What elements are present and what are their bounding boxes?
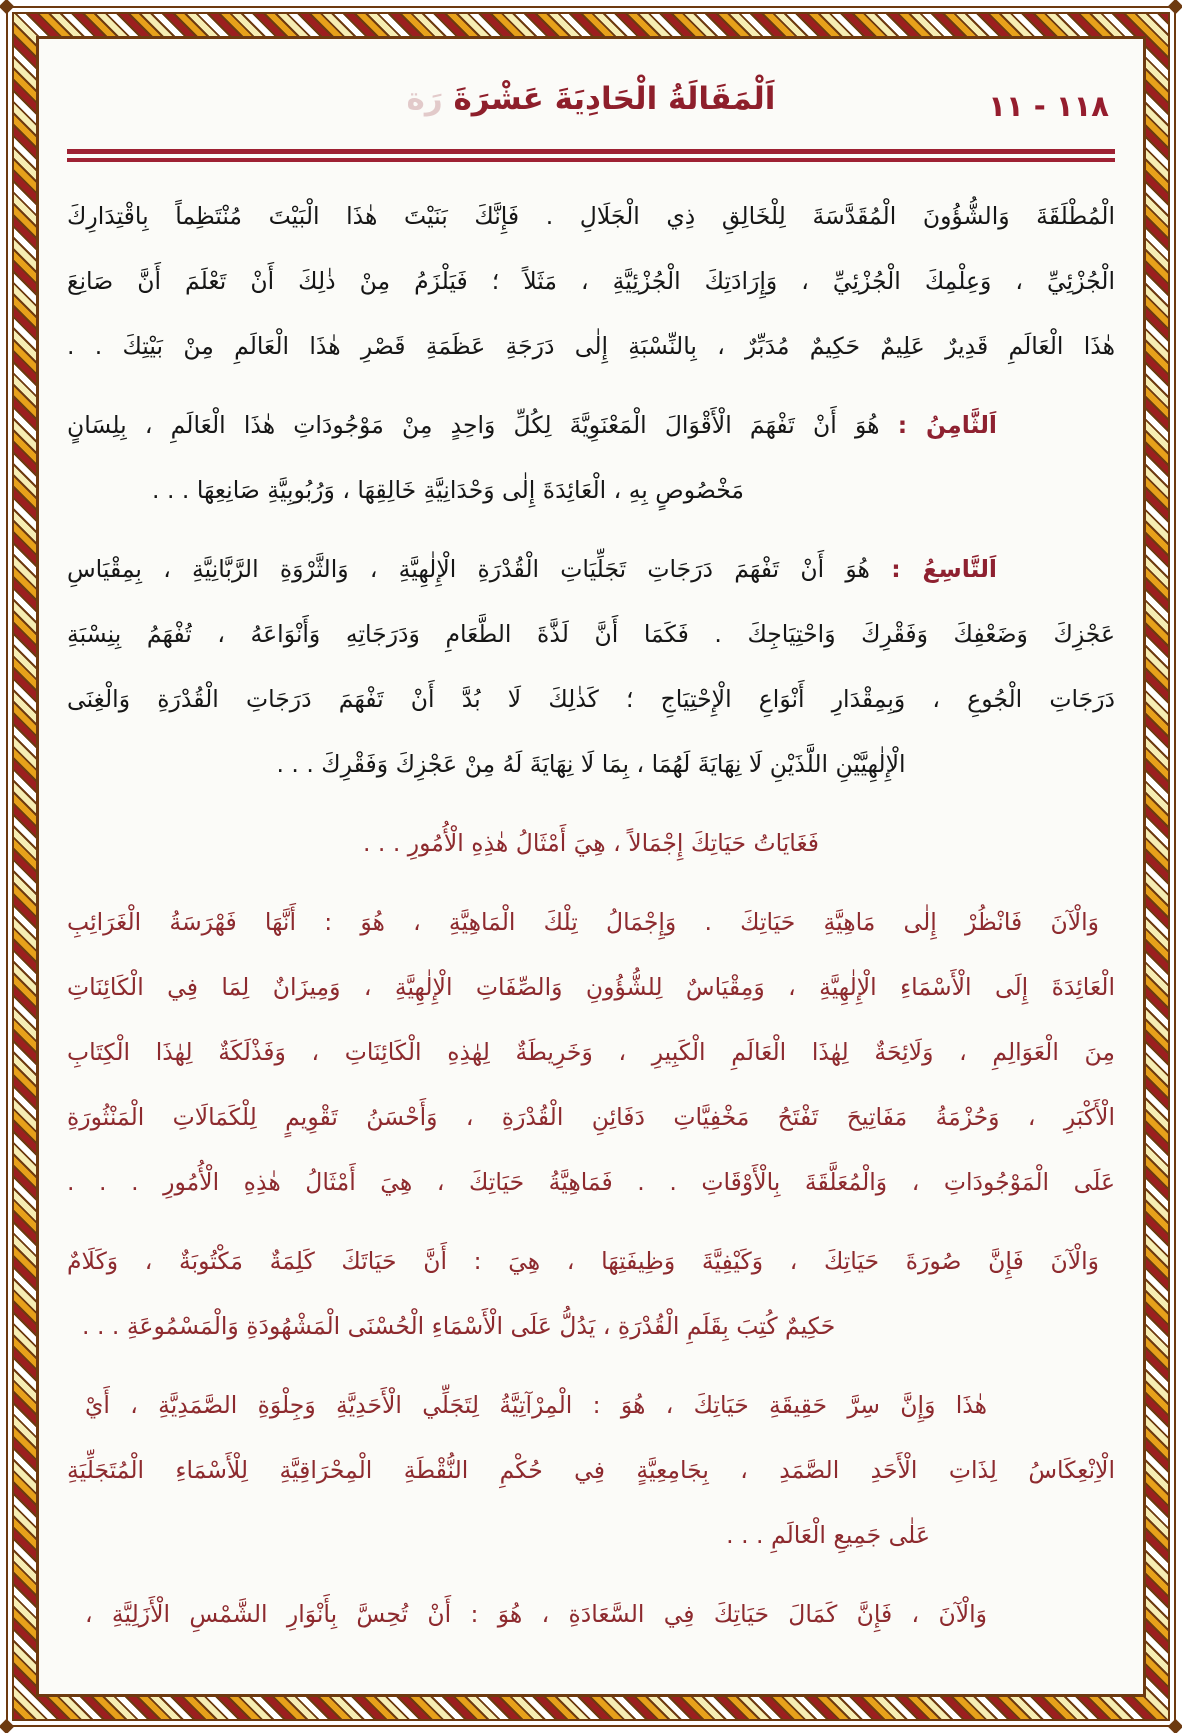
text-line xyxy=(67,393,1115,458)
title-ghost-glyph: رَة xyxy=(406,81,443,117)
text-run: هُوَ أَنْ تَفْهَمَ دَرَجَاتِ تَجَلِّيَاتِ الْقُدْرَةِ الْإِلٰهِيَّةِ ، وَالثَّرْوَةِ الرَّبَّانِيَّةِ ، بِمِقْيَاسِ xyxy=(67,555,892,583)
paragraph xyxy=(67,811,1115,876)
text-line: وَالْآنَ فَانْظُرْ إِلٰى مَاهِيَّةِ حَيَاتِكَ . وَإِجْمَالُ تِلْكَ الْمَاهِيَّةِ ، هُوَ : أَنَّهَا فَهْرَسَةُ الْغَرَائِبِ xyxy=(67,908,1099,936)
paragraph-lead: اَلتَّاسِعُ : xyxy=(891,555,997,583)
paragraph xyxy=(67,184,1115,379)
text-line: الْمُطْلَقَةَ وَالشُّؤُونَ الْمُقَدَّسَةَ لِلْخَالِقِ ذِي الْجَلَالِ . فَإِنَّكَ بَنَيْتَ هٰذَا الْبَيْتَ مُنْتَظِماً بِاقْتِدَارِكَ xyxy=(67,202,1115,230)
text-line: دَرَجَاتِ الْجُوعِ ، وَبِمِقْدَارِ أَنْوَاعِ الْإِحْتِيَاجِ ؛ كَذٰلِكَ لَا بُدَّ أَنْ تَفْهَمَ دَرَجَاتِ الْقُدْرَةِ وَالْغِنَى xyxy=(67,685,1115,713)
paragraph xyxy=(67,393,1115,523)
paragraph-lead: اَلثَّامِنُ : xyxy=(897,411,997,439)
text-line: عَلٰى جَمِيعِ الْعَالَمِ . . . xyxy=(726,1521,930,1549)
text-line: هٰذَا الْعَالَمِ قَدِيرٌ عَلِيمٌ حَكِيمٌ مُدَبِّرٌ ، بِالنِّسْبَةِ إِلٰى دَرَجَةِ عَظَمَةِ قَصْرِ هٰذَا الْعَالَمِ مِنْ بَيْتِكَ . . xyxy=(67,332,1115,360)
text-line: هٰذَا وَإِنَّ سِرَّ حَقِيقَةِ حَيَاتِكَ ، هُوَ : الْمِرْآتِيَّةُ لِتَجَلِّي الْأَحَدِيَّةِ وَجِلْوَةِ الصَّمَدِيَّةِ ، أَيْ xyxy=(85,1391,987,1419)
text-line: وَالْآنَ فَإِنَّ صُورَةَ حَيَاتِكَ ، وَكَيْفِيَّةَ وَظِيفَتِهَا ، هِيَ : أَنَّ حَيَاتَكَ كَلِمَةٌ مَكْتُوبَةٌ ، وَكَلَامٌ xyxy=(67,1247,1099,1275)
paragraph xyxy=(67,890,1115,1215)
paragraph xyxy=(67,1373,1115,1568)
text-line: الْجُزْئِيِّ ، وَعِلْمِكَ الْجُزْئِيِّ ، وَإِرَادَتِكَ الْجُزْئِيَّةِ ، مَثَلاً ؛ فَيَلْزَمُ مِنْ ذٰلِكَ أَنْ تَعْلَمَ أَنَّ صَانِعَ xyxy=(67,267,1115,295)
text-line: عَلَى الْمَوْجُودَاتِ ، وَالْمُعَلَّقَةَ بِالْأَوْقَاتِ . . فَمَاهِيَّةُ حَيَاتِكَ ، هِيَ أَمْثَالُ هٰذِهِ الْأُمُورِ . . . xyxy=(67,1168,1115,1196)
paragraph xyxy=(67,1582,1115,1647)
page-header xyxy=(67,77,1115,149)
text-line: الْأَكْبَرِ ، وَحُزْمَةُ مَفَاتِيحَ تَفْتَحُ مَخْفِيَّاتِ دَفَائِنِ الْقُدْرَةِ ، وَأَحْسَنُ تَقْوِيمٍ لِلْكَمَالَاتِ الْمَنْثُورَةِ xyxy=(67,1103,1115,1131)
text-line: حَكِيمٌ كُتِبَ بِقَلَمِ الْقُدْرَةِ ، يَدُلُّ عَلَى الْأَسْمَاءِ الْحُسْنَى الْمَشْهُودَةِ وَالْمَسْمُوعَةِ . . . xyxy=(82,1312,836,1340)
text-line: الْاِنْعِكَاسُ لِذَاتِ الْأَحَدِ الصَّمَدِ ، بِجَامِعِيَّةٍ فِي حُكْمِ النُّقْطَةِ الْمِحْرَاقِيَّةِ لِلْأَسْمَاءِ الْمُتَجَلِّيَةِ xyxy=(67,1456,1115,1484)
page-number: ١١٨ - ١١ xyxy=(988,89,1109,123)
text-line: عَجْزِكَ وَضَعْفِكَ وَفَقْرِكَ وَاحْتِيَاجِكَ . فَكَمَا أَنَّ لَذَّةَ الطَّعَامِ وَدَرَجَاتِهِ وَأَنْوَاعَهُ ، تُفْهَمُ بِنِسْبَةِ xyxy=(67,620,1115,648)
text-line: مَخْصُوصٍ بِهِ ، الْعَائِدَةَ إِلٰى وَحْدَانِيَّةِ خَالِقِهَا ، وَرُبُوبِيَّةِ صَانِعِهَا . . . xyxy=(152,476,744,504)
page-title xyxy=(67,81,1115,117)
text-line: وَالْآنَ ، فَإِنَّ كَمَالَ حَيَاتِكَ فِي السَّعَادَةِ ، هُوَ : أَنْ تُحِسَّ بِأَنْوَارِ الشَّمْسِ الْأَزَلِيَّةِ ، xyxy=(85,1600,987,1628)
text-line xyxy=(67,537,1115,602)
header-rule xyxy=(67,149,1115,162)
text-run: هُوَ أَنْ تَفْهَمَ الْأَقْوَالَ الْمَعْنَوِيَّةَ لِكُلِّ وَاحِدٍ مِنْ مَوْجُودَاتِ هٰذَا الْعَالَمِ ، بِلِسَانٍ xyxy=(67,411,898,439)
paragraph xyxy=(67,1229,1115,1359)
body-text xyxy=(67,184,1115,1647)
paragraph xyxy=(67,537,1115,797)
text-line: الْعَائِدَةَ إِلَى الْأَسْمَاءِ الْإِلٰهِيَّةِ ، وَمِقْيَاسٌ لِلشُّؤُونِ وَالصِّفَاتِ الْإِلٰهِيَّةِ ، وَمِيزَانٌ لِمَا فِي الْكَائِنَاتِ xyxy=(67,973,1115,1001)
text-line: فَغَايَاتُ حَيَاتِكَ إِجْمَالاً ، هِيَ أَمْثَالُ هٰذِهِ الْأُمُورِ . . . xyxy=(362,829,820,857)
text-line: مِنَ الْعَوَالِمِ ، وَلَائِحَةٌ لِهٰذَا الْعَالَمِ الْكَبِيرِ ، وَخَرِيطَةٌ لِهٰذِهِ الْكَائِنَاتِ ، وَفَذْلَكَةٌ لِهٰذَا الْكِتَابِ xyxy=(67,1038,1115,1066)
text-line: الْإِلٰهِيَّيْنِ اللَّذَيْنِ لَا نِهَايَةَ لَهُمَا ، بِمَا لَا نِهَايَةَ لَهُ مِنْ عَجْزِكَ وَفَقْرِكَ . . . xyxy=(276,750,906,778)
page-title-text: اَلْمَقَالَةُ الْحَادِيَةَ عَشْرَةَ xyxy=(453,81,776,117)
page-sheet xyxy=(36,36,1146,1697)
